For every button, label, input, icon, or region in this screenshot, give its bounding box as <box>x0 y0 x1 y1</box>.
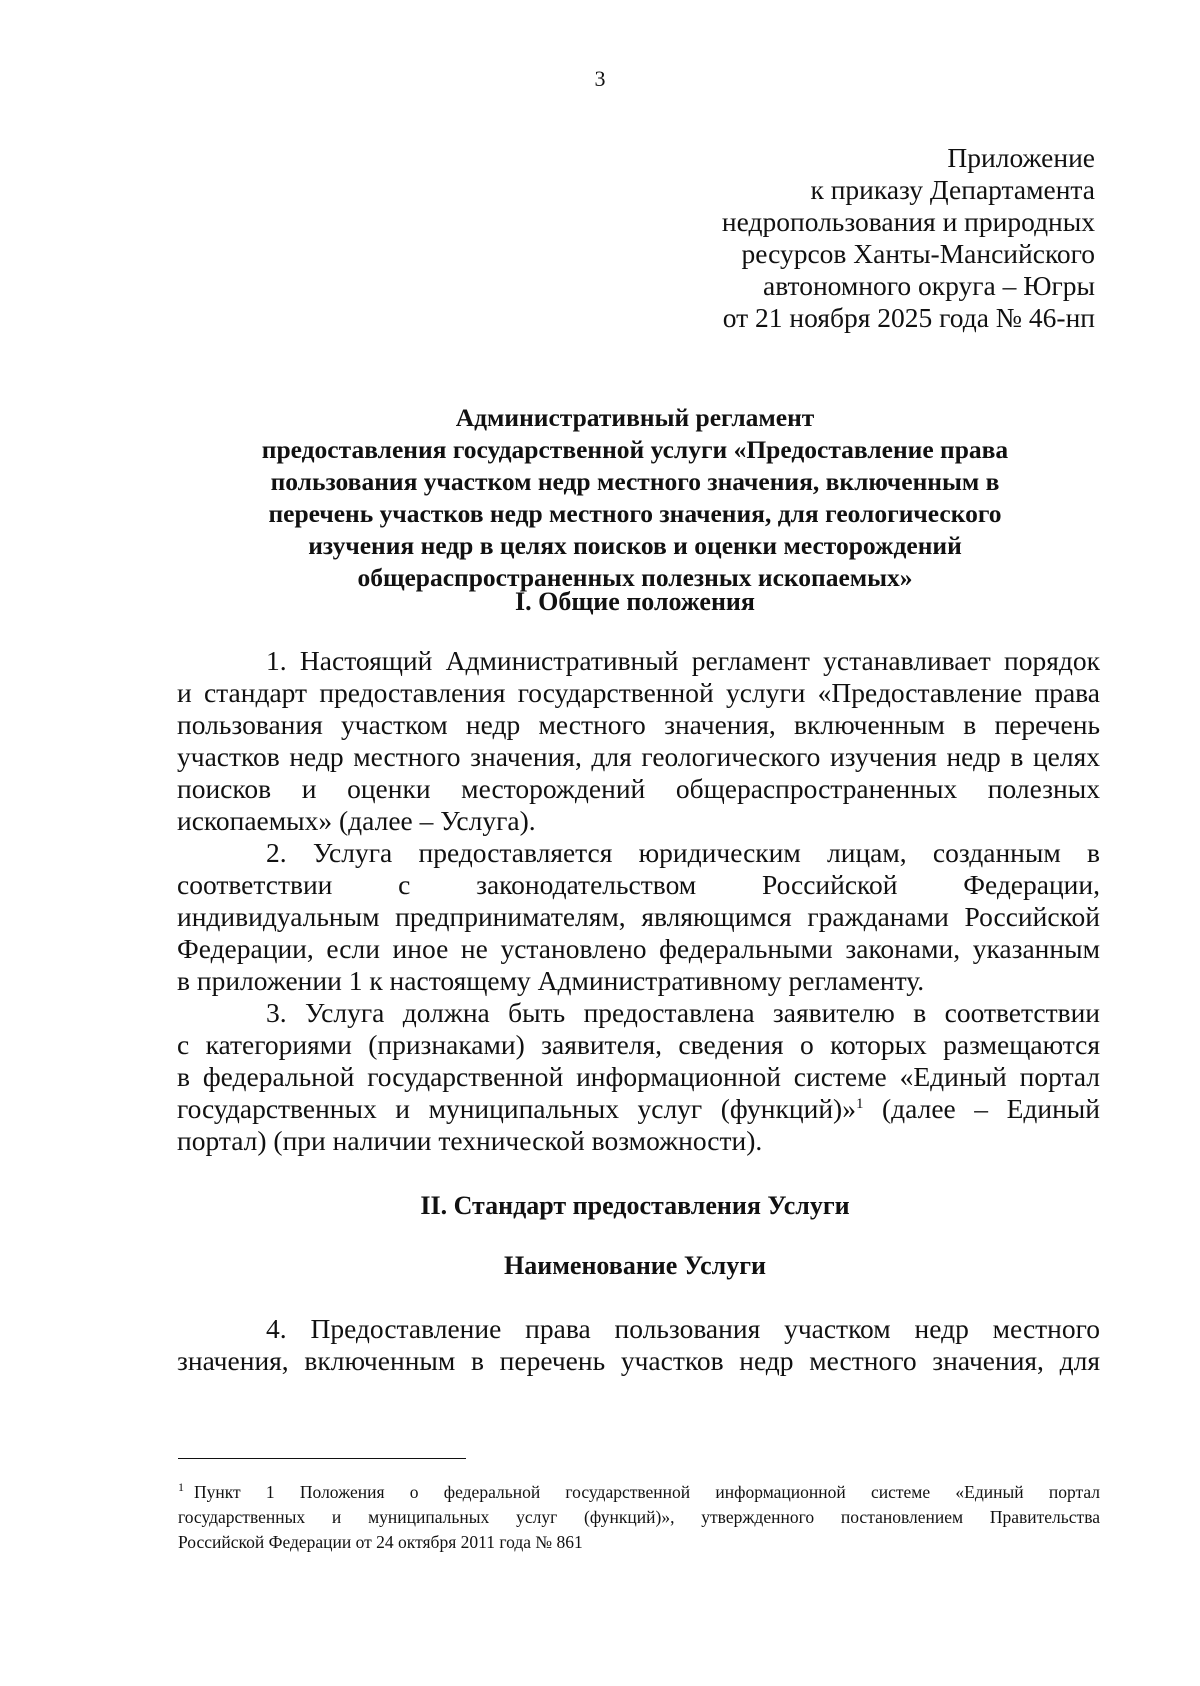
title-line: Административный регламент <box>455 403 815 432</box>
footnote-line: Российской Федерации от 24 октября 2011 года № 861 <box>178 1532 583 1552</box>
appendix-line: к приказу Департамента <box>810 174 1095 205</box>
paragraph-line: и стандарт предоставления государственной услуги «Предоставление права <box>177 677 1100 708</box>
paragraph-line: поисков и оценки месторождений общераспространенных полезных <box>177 773 1100 804</box>
subsection-heading: Наименование Услуги <box>503 1251 767 1280</box>
document-title <box>170 402 1100 594</box>
title-line: перечень участков недр местного значения, для геологического <box>268 499 1002 528</box>
paragraph-line: ископаемых» (далее – Услуга). <box>177 805 536 836</box>
footnote-line <box>178 1480 1100 1505</box>
paragraph-line: 2. Услуга предоставляется юридическим лицам, созданным в <box>266 837 1100 868</box>
title-line: предоставления государственной услуги «Предоставление права <box>261 435 1009 464</box>
appendix-line: Приложение <box>947 142 1095 173</box>
appendix-line: автономного округа – Югры <box>763 270 1095 301</box>
paragraph-4 <box>177 1313 1100 1377</box>
paragraph-line <box>177 1093 1100 1125</box>
title-line: пользования участком недр местного значения, включенным в <box>270 467 1000 496</box>
appendix-line: недропользования и природных <box>721 206 1095 237</box>
paragraph-line: 3. Услуга должна быть предоставлена заявителю в соответствии <box>266 997 1100 1028</box>
paragraph-text: государственных и муниципальных услуг (функций)» <box>177 1093 856 1124</box>
title-line: изучения недр в целях поисков и оценки месторождений <box>308 531 962 560</box>
footnote-reference: 1 <box>855 1095 864 1112</box>
paragraph-1 <box>177 645 1100 837</box>
paragraph-line: соответствии с законодательством Российской Федерации, <box>177 869 1100 900</box>
paragraph-line: индивидуальным предпринимателям, являющимся гражданами Российской <box>177 901 1100 932</box>
footnote-mark: 1 <box>178 1480 184 1495</box>
paragraph-line: портал) (при наличии технической возможности). <box>177 1125 763 1156</box>
paragraph-line: в приложении 1 к настоящему Административному регламенту. <box>177 965 925 996</box>
footnote-separator <box>178 1458 466 1459</box>
paragraph-line: с категориями (признаками) заявителя, сведения о которых размещаются <box>177 1029 1100 1060</box>
footnote-text: Пункт 1 Положения о федеральной государственной информационной системе «Единый портал <box>194 1482 1100 1502</box>
paragraph-2 <box>177 837 1100 997</box>
footnote-line: государственных и муниципальных услуг (функций)», утвержденного постановлением Правительства <box>178 1507 1100 1527</box>
paragraph-line: участков недр местного значения, для геологического изучения недр в целях <box>177 741 1100 772</box>
paragraph-line: пользования участком недр местного значения, включенным в перечень <box>177 709 1100 740</box>
paragraph-line: 1. Настоящий Административный регламент устанавливает порядок <box>266 645 1100 676</box>
appendix-line: от 21 ноября 2025 года № 46-нп <box>722 302 1095 333</box>
title-line: общераспространенных полезных ископаемых» <box>357 563 913 592</box>
paragraph-line: 4. Предоставление права пользования участком недр местного <box>266 1313 1100 1344</box>
paragraph-line: значения, включенным в перечень участков недр местного значения, для <box>177 1345 1100 1376</box>
appendix-line: ресурсов Ханты-Мансийского <box>741 238 1095 269</box>
page-number: 3 <box>594 66 606 91</box>
paragraph-line: Федерации, если иное не установлено федеральными законами, указанным <box>177 933 1100 964</box>
paragraph-line: в федеральной государственной информационной системе «Единый портал <box>177 1061 1100 1092</box>
appendix-block <box>722 142 1095 334</box>
paragraph-text: (далее – Единый <box>863 1093 1100 1124</box>
section-2-heading: II. Стандарт предоставления Услуги <box>420 1191 850 1220</box>
section-1-heading: I. Общие положения <box>515 587 755 616</box>
paragraph-3 <box>177 997 1100 1157</box>
footnote <box>178 1480 1100 1555</box>
